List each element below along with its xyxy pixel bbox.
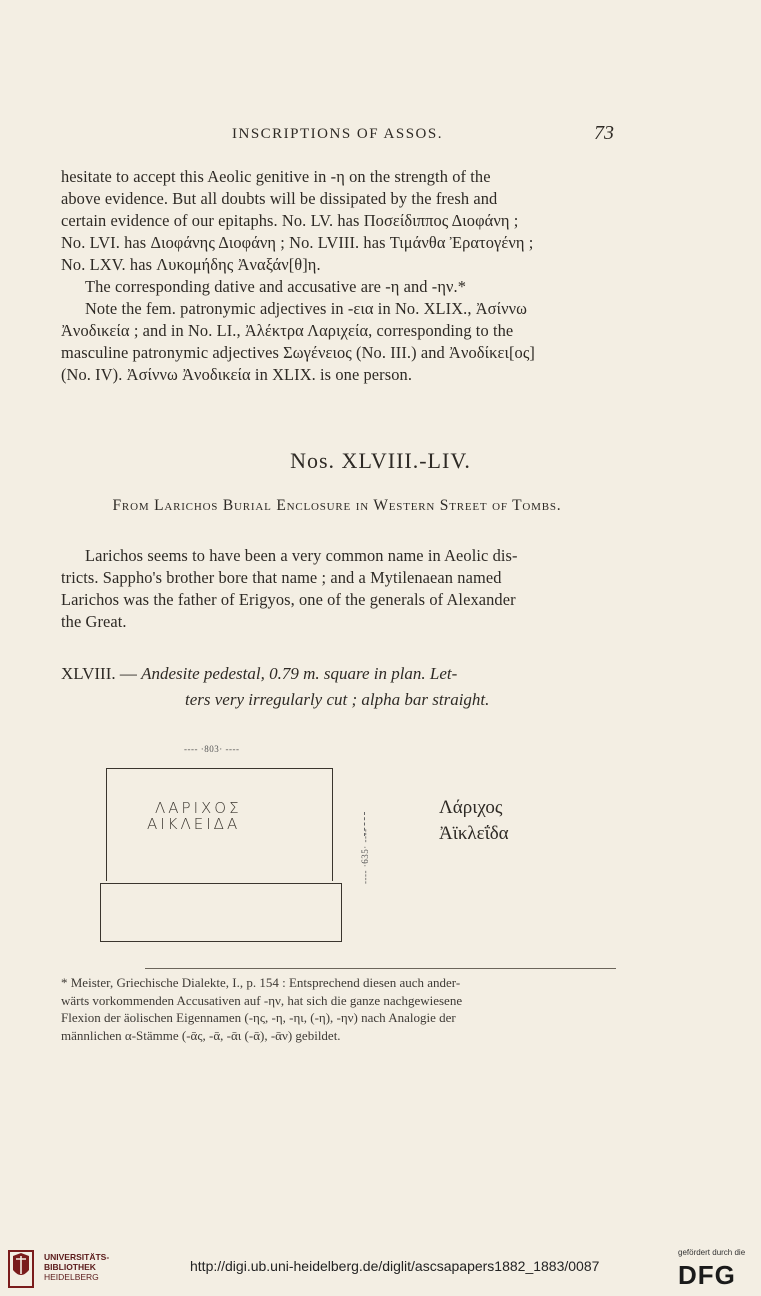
entry-dash: — (119, 664, 137, 683)
text-line: No. LVI. has Διοφάνης Διοφάνη ; No. LVIII. has Τιμάνθα Ἐρατογένη ; (61, 233, 534, 252)
footnote-line: * Meister, Griechische Dialekte, I., p. 154 : Entsprechend diesen auch ander- (61, 975, 461, 990)
footnote-rule (145, 968, 616, 969)
text-line: No. LXV. has Λυκομήδης Ἀναξάν[θ]η. (61, 255, 321, 274)
text-line: The corresponding dative and accusative are -η and -ην.* (85, 277, 467, 296)
dfg-logo: DFG (678, 1260, 736, 1290)
digitization-footer (0, 1240, 761, 1296)
larichos-paragraph (61, 545, 613, 633)
text-line: masculine patronymic adjectives Σωγένειος (No. III.) and Ἀνοδίκει[ος] (61, 343, 535, 362)
entry-description-cont: ters very irregularly cut ; alpha bar straight. (185, 690, 490, 709)
text-line: Larichos was the father of Erigyos, one of the generals of Alexander (61, 590, 516, 609)
section-title: Nos. XLVIII.-LIV. (290, 448, 471, 473)
entry-number: XLVIII. (61, 664, 116, 683)
university-logo-icon (8, 1250, 34, 1288)
transcription-line-2: Ἀϊκλεΐδα (439, 823, 509, 844)
page-header (0, 124, 761, 148)
university-name-line: BIBLIOTHEK (44, 1262, 96, 1272)
inscription-line-1: ΛΑΡΙΧΟΣ (155, 799, 242, 817)
transcription-line-1: Λάριχος (439, 797, 503, 818)
section-subtitle: From Larichos Burial Enclosure in Western Street of Tombs. (112, 497, 562, 514)
height-dimension: ---- ·635· ---- (360, 828, 370, 884)
inscription-line-2: ΑΙΚΛΕΙΔΑ (147, 815, 241, 833)
text-line: hesitate to accept this Aeolic genitive in -η on the strength of the (61, 167, 491, 186)
text-line: above evidence. But all doubts will be dissipated by the fresh and (61, 189, 498, 208)
university-name-line: UNIVERSITÄTS- (44, 1252, 110, 1262)
intro-paragraph (61, 166, 613, 276)
pedestal-diagram (100, 768, 342, 943)
text-line: (No. IV). Ἀσίννω Ἀνοδικεία in XLIX. is one person. (61, 365, 413, 384)
entry-heading (61, 664, 613, 684)
pedestal-base-block (100, 883, 342, 942)
text-line: tricts. Sappho's brother bore that name ; and a Mytilenaean named (61, 568, 502, 587)
pedestal-upper-block (106, 768, 333, 881)
university-name-line: HEIDELBERG (44, 1272, 99, 1282)
dative-paragraph (61, 276, 613, 386)
footnote (61, 974, 613, 1044)
running-title: INSCRIPTIONS OF ASSOS. (232, 126, 443, 142)
university-name (44, 1252, 109, 1282)
permalink-url[interactable]: http://digi.ub.uni-heidelberg.de/diglit/ascsapapers1882_1883/0087 (190, 1258, 600, 1274)
sponsor-text: gefördert durch die (678, 1248, 746, 1257)
text-line: certain evidence of our epitaphs. No. LV. has Ποσείδιππος Διοφάνη ; (61, 211, 519, 230)
footnote-line: Flexion der äolischen Eigennamen (-ης, -η, -ηι, (-η), -ην) nach Analogie der (61, 1010, 456, 1025)
footnote-line: wärts vorkommenden Accusativen auf -ην, hat sich die ganze nachgewiesene (61, 992, 463, 1008)
text-line: Note the fem. patronymic adjectives in -εια in No. XLIX., Ἀσίννω (85, 299, 528, 318)
page-number: 73 (594, 122, 614, 144)
width-dimension: ---- ·803· ---- (184, 744, 240, 754)
entry-description: Andesite pedestal, 0.79 m. square in plan. Let- (141, 664, 458, 683)
text-line: the Great. (61, 612, 127, 631)
text-line: Ἀνοδικεία ; and in No. LI., Ἀλέκτρα Λαριχεία, corresponding to the (61, 321, 514, 340)
footnote-line: männlichen α-Stämme (-ᾱς, -ᾱ, -ᾱι (-ᾱ), -ᾱν) gebildet. (61, 1027, 341, 1043)
text-line: Larichos seems to have been a very common name in Aeolic dis- (85, 546, 518, 565)
